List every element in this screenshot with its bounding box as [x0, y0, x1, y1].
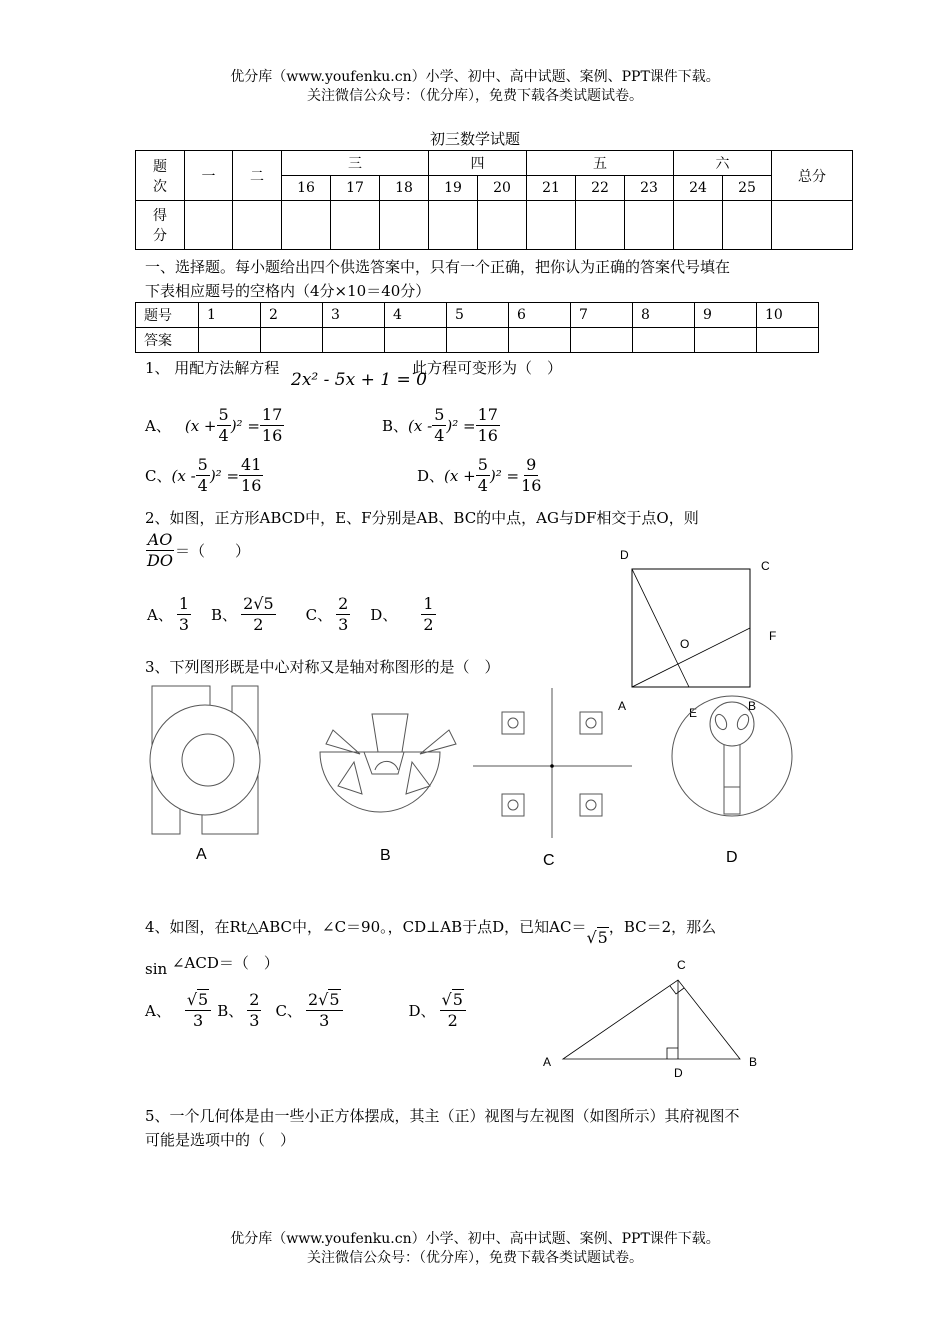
header: [0, 68, 950, 106]
answer-cell[interactable]: [695, 328, 757, 353]
denominator: 3: [249, 1011, 260, 1030]
q1-option-c: [145, 455, 263, 496]
score-cell[interactable]: [674, 201, 723, 250]
fraction: [260, 405, 284, 446]
fraction: [217, 405, 231, 446]
denominator: 4: [218, 426, 229, 445]
section-1-instructions: [145, 255, 730, 303]
question-number: 19: [429, 176, 478, 201]
denominator: 3: [192, 1011, 204, 1030]
answer-cell[interactable]: [261, 328, 323, 353]
label-a: A: [543, 1055, 552, 1069]
row-label-char: 题: [153, 158, 167, 175]
label-c: C: [761, 559, 770, 573]
answer-number: 5: [447, 303, 509, 328]
coefficient: 2: [307, 990, 319, 1009]
numerator: 17: [261, 405, 283, 424]
fraction: [336, 594, 350, 635]
section-4-header: 四: [429, 151, 527, 176]
denominator: 16: [241, 476, 262, 495]
fraction: [145, 530, 175, 571]
q5-line: 可能是选项中的（ ）: [145, 1131, 296, 1149]
denominator: 4: [197, 476, 208, 495]
q1-stem-b: 此方程可变形为（ ）: [412, 359, 563, 377]
denominator: 16: [261, 426, 283, 445]
answer-number: 8: [633, 303, 695, 328]
fraction: $\frac{√5}{2}$: [440, 990, 466, 1031]
section-2-header: 二: [233, 151, 282, 201]
section-3-header: 三: [282, 151, 429, 176]
q4-line-2-rest: ∠ACD＝（ ）: [171, 954, 279, 972]
option-letter: C、: [145, 467, 172, 485]
question-number: 21: [527, 176, 576, 201]
sqrt-5: √5: [586, 928, 608, 947]
score-cell[interactable]: [185, 201, 233, 250]
score-cell[interactable]: [429, 201, 478, 250]
answer-number: 3: [323, 303, 385, 328]
option-letter: C、: [305, 606, 333, 624]
page-title: 初三数学试题: [429, 130, 520, 148]
answer-table-label: 题号: [136, 303, 199, 328]
fraction: [519, 455, 543, 496]
option-letter: A、: [147, 606, 173, 624]
question-number: 17: [331, 176, 380, 201]
math-text: )² =: [446, 416, 476, 435]
row-label-char: 次: [153, 178, 167, 195]
math-text: )² =: [489, 466, 520, 485]
q5-stem: [145, 1104, 740, 1152]
option-letter: D、: [370, 606, 398, 624]
numerator: 41: [241, 455, 262, 474]
score-cell[interactable]: [478, 201, 527, 250]
radicand: 5: [198, 990, 209, 1009]
fraction: [421, 594, 435, 635]
label-o: O: [680, 637, 690, 651]
q4-triangle-figure: [535, 952, 775, 1082]
label-f: F: [769, 629, 777, 643]
math-text: (x +: [184, 416, 217, 435]
label-c: C: [677, 958, 686, 972]
option-letter: A、: [145, 417, 171, 435]
score-cell[interactable]: [625, 201, 674, 250]
section-6-header: 六: [674, 151, 772, 176]
denominator: 16: [477, 426, 498, 445]
fraction: [476, 455, 490, 496]
fraction: [196, 455, 210, 496]
answer-number: 6: [509, 303, 571, 328]
answer-cell[interactable]: [757, 328, 819, 353]
score-cell[interactable]: [527, 201, 576, 250]
answer-table-label: 答案: [136, 328, 199, 353]
fraction: $\frac{2√5}{3}$: [306, 990, 343, 1031]
footer-line-2: 关注微信公众号：（优分库），免费下载各类试题试卷。: [307, 1250, 643, 1266]
denominator: 2: [253, 615, 264, 634]
answer-cell[interactable]: [509, 328, 571, 353]
answer-number: 7: [571, 303, 633, 328]
label-e: E: [689, 706, 698, 720]
numerator: AO: [147, 530, 173, 549]
figure-c: [473, 688, 632, 869]
answer-cell[interactable]: [633, 328, 695, 353]
footer: [0, 1230, 950, 1268]
label-b: B: [749, 1055, 758, 1069]
numerator: 17: [477, 405, 498, 424]
option-letter: B、: [382, 417, 409, 435]
q4-line-2: [145, 952, 279, 978]
figure-a: [150, 686, 260, 863]
fraction: [247, 990, 261, 1031]
radicand: 5: [597, 928, 608, 947]
question-number: 25: [723, 176, 772, 201]
q2-stem: 2、如图，正方形ABCD中，E、F分别是AB、BC的中点，AG与DF相交于点O，则: [145, 509, 699, 527]
q3-stem: 3、下列图形既是中心对称又是轴对称图形的是（ ）: [145, 658, 500, 676]
answer-cell[interactable]: [571, 328, 633, 353]
math-text: (x -: [171, 466, 196, 485]
score-table: [135, 150, 853, 250]
numerator: 1: [178, 594, 190, 613]
denominator: 4: [477, 476, 488, 495]
score-cell[interactable]: [576, 201, 625, 250]
score-cell[interactable]: [380, 201, 429, 250]
question-number: 23: [625, 176, 674, 201]
score-cell[interactable]: [331, 201, 380, 250]
math-text: (x +: [444, 466, 476, 485]
figure-b: [320, 714, 456, 864]
answer-cell[interactable]: [323, 328, 385, 353]
q1-option-d: [417, 455, 543, 496]
header-line-1: 优分库（www.youfenku.cn）小学、初中、高中试题、案例、PPT课件下载。: [230, 69, 720, 85]
answer-number: 10: [757, 303, 819, 328]
line-de: [632, 569, 689, 687]
figure-label-b: B: [380, 847, 391, 864]
radicand: 5: [329, 990, 340, 1009]
numerator: 2√5: [243, 594, 274, 613]
row-label-tici: [136, 151, 185, 201]
label-d: D: [620, 548, 629, 562]
label-b: B: [748, 699, 757, 713]
q4-stem-a: 4、如图，在Rt△ABC中，∠C＝90。，CD⊥AB于点D，已知AC＝: [145, 918, 587, 936]
math-text: (x -: [408, 416, 433, 435]
q1-option-a: [145, 405, 284, 446]
figure-label-d: D: [726, 849, 738, 866]
triangle-abc: [563, 980, 740, 1059]
section-5-header: 五: [527, 151, 674, 176]
answer-cell[interactable]: [447, 328, 509, 353]
question-number: 18: [380, 176, 429, 201]
q1-stem-a: 1、 用配方法解方程: [145, 359, 280, 377]
option-letter: C、: [275, 1002, 302, 1020]
numerator: 9: [526, 455, 537, 474]
q4-stem: [145, 906, 716, 947]
numerator: 1: [423, 594, 434, 613]
numerator: 2: [338, 594, 349, 613]
question-number: 22: [576, 176, 625, 201]
denominator: 4: [434, 426, 445, 445]
q5-line: 5、一个几何体是由一些小正方体摆成，其主（正）视图与左视图（如图所示）其府视图不: [145, 1107, 740, 1125]
denominator: 3: [338, 615, 349, 634]
fraction: [241, 594, 276, 635]
numerator: 5: [197, 455, 208, 474]
footer-line-1: 优分库（www.youfenku.cn）小学、初中、高中试题、案例、PPT课件下载。: [230, 1231, 720, 1247]
denominator: 16: [521, 476, 542, 495]
answer-cell[interactable]: [199, 328, 261, 353]
header-line-2: 关注微信公众号：（优分库），免费下载各类试题试卷。: [307, 88, 643, 104]
instruction-line: 下表相应题号的空格内（4分×10＝40分）: [145, 282, 431, 300]
answer-number: 2: [261, 303, 323, 328]
denominator: DO: [147, 551, 173, 570]
numerator: 5: [434, 405, 445, 424]
total-header: 总分: [772, 151, 853, 201]
answer-cell[interactable]: [385, 328, 447, 353]
right-angle-mark-c: [670, 986, 684, 994]
question-number: 24: [674, 176, 723, 201]
fraction: $\frac{√5}{3}$: [185, 990, 211, 1031]
q1-option-b: [382, 405, 500, 446]
question-number: 16: [282, 176, 331, 201]
answer-number: 9: [695, 303, 757, 328]
row-label-char: 得: [153, 208, 167, 224]
numerator: 5: [477, 455, 488, 474]
radicand: 5: [452, 990, 463, 1009]
square-abcd: [632, 569, 750, 687]
fraction: [239, 455, 263, 496]
option-letter: D、: [408, 1002, 436, 1020]
q2-tail: ＝（ ）: [174, 542, 250, 560]
q1-equation: 2x² - 5x + 1 = 0: [291, 370, 427, 390]
denominator: 3: [178, 615, 190, 634]
denominator: 3: [319, 1011, 330, 1030]
answer-table: [135, 302, 819, 353]
math-text: )² =: [230, 416, 260, 435]
right-angle-mark-d: [667, 1048, 678, 1059]
math-text: )² =: [209, 466, 240, 485]
numerator: 5: [218, 405, 229, 424]
answer-number: 1: [199, 303, 261, 328]
denominator: 2: [447, 1011, 458, 1030]
label-d: D: [674, 1066, 683, 1080]
option-letter: D、: [417, 467, 445, 485]
score-cell[interactable]: [282, 201, 331, 250]
q2-ratio: [145, 530, 250, 571]
instruction-line: 一、选择题。每小题给出四个供选答案中，只有一个正确，把你认为正确的答案代号填在: [145, 258, 731, 276]
denominator: 2: [423, 615, 434, 634]
option-letter: A、: [145, 1002, 171, 1020]
question-number: 20: [478, 176, 527, 201]
figure-label-c: C: [543, 852, 555, 869]
figure-d: [672, 696, 792, 866]
q4-stem-b: ，BC＝2，那么: [608, 918, 717, 936]
fraction: [432, 405, 446, 446]
fraction: [177, 594, 191, 635]
score-cell[interactable]: [233, 201, 282, 250]
q3-figures: [140, 682, 820, 872]
score-cell[interactable]: [772, 201, 853, 250]
figure-label-a: A: [196, 846, 207, 863]
q4-options: [145, 990, 466, 1031]
row-label-defen: [136, 201, 185, 250]
row-label-char: 分: [153, 228, 167, 244]
sin-text: sin: [145, 960, 168, 978]
line-af: [632, 628, 750, 687]
numerator: 2: [249, 990, 260, 1009]
q2-options: [147, 594, 436, 635]
option-letter: B、: [217, 1002, 244, 1020]
section-1-header: 一: [185, 151, 233, 201]
label-a: A: [618, 699, 627, 713]
score-cell[interactable]: [723, 201, 772, 250]
option-letter: B、: [211, 606, 238, 624]
fraction: [476, 405, 500, 446]
answer-number: 4: [385, 303, 447, 328]
